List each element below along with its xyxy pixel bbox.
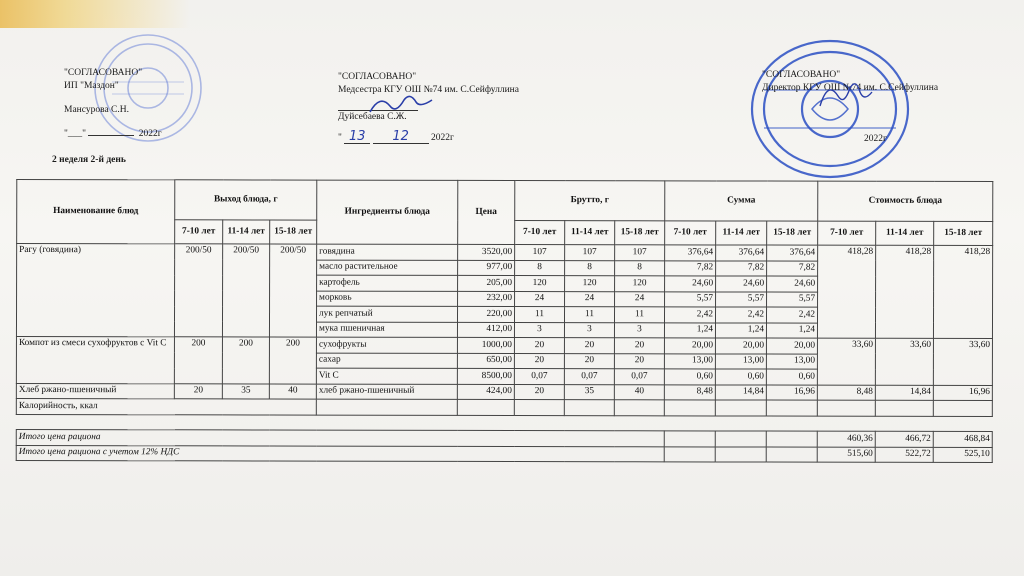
total-value: 466,72 bbox=[875, 431, 933, 447]
brutto-value: 20 bbox=[514, 338, 564, 354]
dish-output: 200/50 bbox=[174, 244, 222, 337]
approval-left-date-prefix: "___" bbox=[64, 129, 87, 139]
sum-value: 13,00 bbox=[664, 353, 715, 369]
sum-value: 0,60 bbox=[766, 369, 817, 385]
brutto-value: 20 bbox=[614, 338, 664, 354]
ingredient-name: Vit C bbox=[316, 368, 457, 384]
approval-left-org: ИП "Маздон" bbox=[64, 81, 119, 91]
ingredient-name: масло растительное bbox=[317, 260, 458, 276]
sum-value: 1,24 bbox=[766, 323, 817, 339]
approval-center-date-day: 13 bbox=[344, 130, 370, 144]
age-header: 11-14 лет bbox=[565, 221, 615, 245]
sum-value: 2,42 bbox=[665, 307, 716, 323]
brutto-value: 11 bbox=[615, 307, 665, 323]
sum-value: 20,00 bbox=[715, 338, 766, 354]
week-day-label: 2 неделя 2-й день bbox=[52, 155, 126, 165]
approval-center-date-month: 12 bbox=[373, 130, 429, 144]
age-header: 15-18 лет bbox=[934, 221, 993, 245]
table-row bbox=[16, 336, 992, 354]
approval-left-person: Мансурова С.Н. bbox=[64, 105, 129, 115]
header-output: Выход блюда, г bbox=[175, 180, 317, 220]
dish-cost: 8,48 bbox=[817, 385, 875, 401]
age-header: 7-10 лет bbox=[665, 221, 716, 245]
age-header: 11-14 лет bbox=[223, 220, 270, 244]
approval-left-date-year: 2022г bbox=[138, 129, 162, 139]
ingredient-name: хлеб ржано-пшеничный bbox=[316, 384, 457, 400]
menu-table bbox=[16, 179, 994, 463]
sum-value: 24,60 bbox=[767, 276, 818, 292]
brutto-value: 20 bbox=[514, 353, 564, 369]
age-header: 15-18 лет bbox=[767, 221, 818, 245]
age-header: 15-18 лет bbox=[270, 220, 317, 244]
ingredient-name: морковь bbox=[317, 291, 458, 307]
dish-cost: 33,60 bbox=[875, 338, 933, 385]
header-dish-name: Наименование блюд bbox=[17, 179, 175, 243]
approval-right-title: "СОГЛАСОВАНО" bbox=[762, 70, 841, 80]
brutto-value: 0,07 bbox=[564, 369, 614, 385]
sum-value: 5,57 bbox=[716, 291, 767, 307]
sum-value: 376,64 bbox=[767, 245, 818, 261]
brutto-value: 24 bbox=[565, 291, 615, 307]
brutto-value: 8 bbox=[565, 260, 615, 276]
total-vat-value: 522,72 bbox=[875, 447, 933, 463]
total-value: 460,36 bbox=[817, 431, 875, 447]
approval-left bbox=[64, 67, 162, 141]
ingredient-price: 1000,00 bbox=[457, 337, 514, 353]
center-signature bbox=[366, 92, 436, 120]
right-signature bbox=[816, 76, 876, 116]
approval-center-date-year: 2022г bbox=[431, 133, 454, 143]
brutto-value: 0,07 bbox=[614, 369, 664, 385]
approval-center-person: Дуйсебаева С.Ж. bbox=[338, 112, 407, 122]
brutto-value: 20 bbox=[564, 338, 614, 354]
sum-value: 24,60 bbox=[716, 276, 767, 292]
brutto-value: 120 bbox=[615, 276, 665, 292]
approval-center-position: Медсестра КГУ ОШ №74 им. С.Сейфуллина bbox=[338, 85, 519, 95]
brutto-value: 20 bbox=[514, 384, 564, 400]
ingredient-name: мука пшеничная bbox=[316, 322, 457, 338]
brutto-value: 24 bbox=[615, 291, 665, 307]
ingredient-name: сахар bbox=[316, 353, 457, 369]
header-cost: Стоимость блюда bbox=[818, 181, 993, 221]
brutto-value: 107 bbox=[615, 245, 665, 261]
brutto-value: 8 bbox=[515, 260, 565, 276]
ingredient-price: 220,00 bbox=[458, 306, 515, 322]
total-value: 468,84 bbox=[933, 431, 992, 447]
ingredient-price: 8500,00 bbox=[457, 368, 514, 384]
ingredient-name: говядина bbox=[317, 244, 458, 260]
total-vat-row bbox=[16, 445, 992, 463]
dish-output: 200/50 bbox=[269, 244, 316, 337]
approval-center-title: "СОГЛАСОВАНО" bbox=[338, 72, 417, 82]
background-glare bbox=[0, 0, 190, 28]
sum-value: 20,00 bbox=[664, 338, 715, 354]
brutto-value: 107 bbox=[565, 245, 615, 261]
brutto-value: 20 bbox=[614, 353, 664, 369]
age-header: 7-10 лет bbox=[515, 221, 565, 245]
total-label: Итого цена рациона bbox=[16, 429, 664, 446]
age-header: 15-18 лет bbox=[615, 221, 665, 245]
sum-value: 13,00 bbox=[715, 353, 766, 369]
sum-value: 24,60 bbox=[665, 276, 716, 292]
total-vat-value: 515,60 bbox=[817, 447, 875, 463]
age-header: 11-14 лет bbox=[876, 221, 934, 245]
brutto-value: 3 bbox=[564, 322, 614, 338]
sum-value: 1,24 bbox=[715, 322, 766, 338]
dish-output: 40 bbox=[269, 384, 316, 400]
approval-left-title: "СОГЛАСОВАНО" bbox=[64, 68, 143, 78]
header-sum: Сумма bbox=[665, 181, 818, 221]
sum-value: 2,42 bbox=[716, 307, 767, 323]
ingredient-name: сухофрукты bbox=[316, 337, 457, 353]
approval-right-date-year: 2022г bbox=[864, 134, 887, 144]
brutto-value: 0,07 bbox=[514, 369, 564, 385]
total-vat-label: Итого цена рациона с учетом 12% НДС bbox=[16, 445, 664, 462]
ingredient-name: лук репчатый bbox=[317, 306, 458, 322]
sum-value: 376,64 bbox=[665, 245, 716, 261]
sum-value: 7,82 bbox=[665, 260, 716, 276]
dish-output: 200/50 bbox=[222, 244, 269, 337]
sum-value: 20,00 bbox=[766, 338, 817, 354]
brutto-value: 35 bbox=[564, 384, 614, 400]
brutto-value: 40 bbox=[614, 384, 664, 400]
approval-right-position: Директор КГУ ОШ №74 им. С.Сейфуллина bbox=[762, 83, 939, 93]
dish-cost: 33,60 bbox=[817, 338, 875, 385]
sum-value: 1,24 bbox=[664, 322, 715, 338]
dish-output: 20 bbox=[174, 383, 222, 399]
dish-name: Компот из смеси сухофруктов с Vit C bbox=[16, 336, 174, 383]
sum-value: 2,42 bbox=[767, 307, 818, 323]
sum-value: 5,57 bbox=[767, 292, 818, 308]
ingredient-price: 424,00 bbox=[457, 384, 514, 400]
ingredient-price: 412,00 bbox=[457, 322, 514, 338]
dish-cost: 14,84 bbox=[875, 385, 933, 401]
brutto-value: 120 bbox=[515, 276, 565, 292]
header-price: Цена bbox=[458, 180, 515, 244]
sum-value: 8,48 bbox=[664, 384, 715, 400]
sum-value: 376,64 bbox=[716, 245, 767, 261]
dish-cost: 418,28 bbox=[876, 245, 934, 338]
dish-output: 200 bbox=[174, 337, 222, 384]
dish-name: Рагу (говядина) bbox=[16, 243, 174, 336]
dish-cost: 418,28 bbox=[934, 245, 993, 338]
ingredient-name: картофель bbox=[317, 275, 458, 291]
sum-value: 0,60 bbox=[664, 369, 715, 385]
dish-output: 35 bbox=[222, 383, 269, 399]
ingredient-price: 232,00 bbox=[458, 291, 515, 307]
brutto-value: 120 bbox=[565, 276, 615, 292]
total-vat-value: 525,10 bbox=[933, 447, 992, 463]
dish-cost: 33,60 bbox=[933, 338, 992, 385]
header-ingredients: Ингредиенты блюда bbox=[317, 180, 458, 244]
dish-name: Хлеб ржано-пшеничный bbox=[16, 383, 174, 399]
ingredient-price: 205,00 bbox=[458, 275, 515, 291]
ingredient-price: 3520,00 bbox=[458, 244, 515, 260]
sum-value: 13,00 bbox=[766, 354, 817, 370]
brutto-value: 107 bbox=[515, 245, 565, 261]
age-header: 7-10 лет bbox=[175, 220, 223, 244]
brutto-value: 3 bbox=[514, 322, 564, 338]
ingredient-price: 977,00 bbox=[458, 260, 515, 276]
header-brutto: Брутто, г bbox=[515, 181, 665, 221]
ingredient-price: 650,00 bbox=[457, 353, 514, 369]
dish-cost: 418,28 bbox=[818, 245, 876, 338]
sum-value: 0,60 bbox=[715, 369, 766, 385]
sum-value: 16,96 bbox=[766, 385, 817, 401]
brutto-value: 11 bbox=[515, 307, 565, 323]
brutto-value: 8 bbox=[615, 260, 665, 276]
sum-value: 5,57 bbox=[665, 291, 716, 307]
dish-output: 200 bbox=[222, 337, 269, 384]
sum-value: 7,82 bbox=[716, 260, 767, 276]
dish-cost: 16,96 bbox=[933, 385, 992, 401]
sum-value: 14,84 bbox=[715, 384, 766, 400]
table-row bbox=[17, 243, 993, 261]
calories-label: Калорийность, ккал bbox=[16, 398, 316, 414]
sum-value: 7,82 bbox=[767, 261, 818, 277]
brutto-value: 11 bbox=[565, 307, 615, 323]
approval-center-date-prefix: " bbox=[338, 133, 342, 143]
brutto-value: 20 bbox=[564, 353, 614, 369]
age-header: 11-14 лет bbox=[716, 221, 767, 245]
brutto-value: 3 bbox=[614, 322, 664, 338]
brutto-value: 24 bbox=[515, 291, 565, 307]
age-header: 7-10 лет bbox=[818, 221, 876, 245]
dish-output: 200 bbox=[269, 337, 316, 384]
